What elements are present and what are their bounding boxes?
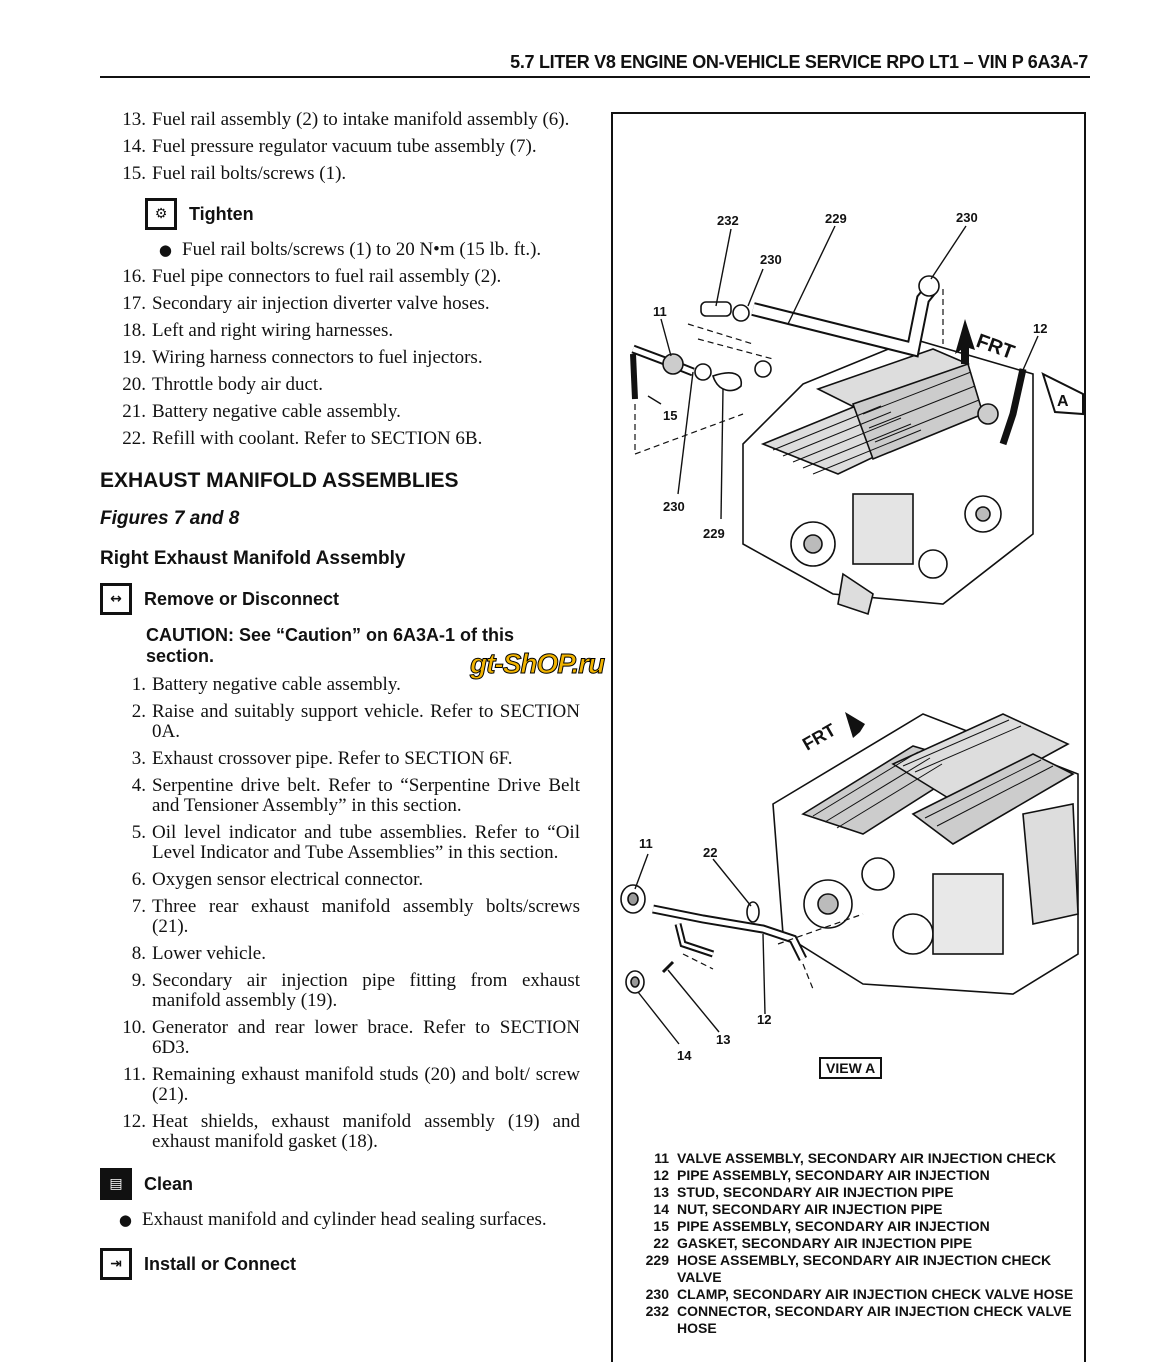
install-label: Install or Connect (144, 1254, 297, 1274)
caution-note: CAUTION: See “Caution” on 6A3A-1 of this section. (146, 625, 515, 666)
label-22: 22 (703, 845, 718, 860)
label-229-top: 229 (825, 211, 847, 226)
bottom-engine-illustration (773, 714, 1078, 994)
bottom-frt-label: FRT (799, 719, 840, 755)
section-title: EXHAUST MANIFOLD ASSEMBLIES (100, 469, 459, 492)
header-rule (100, 76, 1090, 78)
list-item: 22. Refill with coolant. Refer to SECTION 6B. (122, 428, 483, 449)
label-15: 15 (663, 408, 678, 423)
watermark-logo: gt-ShOP.ru (470, 648, 605, 679)
list-item: 8. Lower vehicle. (131, 943, 266, 964)
legend-row: 11 VALVE ASSEMBLY, SECONDARY AIR INJECTION CHECK (654, 1150, 1057, 1166)
label-13: 13 (716, 1032, 731, 1047)
tighten-heading (145, 198, 580, 230)
top-frt-label: FRT (973, 330, 1018, 364)
remove-label: Remove or Disconnect (144, 589, 340, 609)
label-230-top-mid: 230 (760, 252, 782, 267)
label-12-bottom: 12 (757, 1012, 772, 1027)
list-item: 10. Generator and rear lower brace. Refer to SECTION 6D3. (122, 1017, 580, 1058)
bottom-frt-arrow (845, 712, 865, 738)
figure-panel (611, 112, 1086, 1362)
procedure-column (100, 110, 580, 1290)
top-engine-illustration (743, 339, 1033, 614)
top-a-label: A (1057, 393, 1069, 410)
remove-arrows-icon: ↔ (100, 583, 132, 615)
list-item: 13. Fuel rail assembly (2) to intake manifold assembly (6). (122, 109, 570, 130)
label-12-top: 12 (1033, 321, 1048, 336)
view-a-label: VIEW A (819, 1057, 882, 1079)
label-11-top: 11 (653, 304, 667, 319)
remove-heading (100, 583, 580, 615)
list-item: 2. Raise and suitably support vehicle. Refer to SECTION 0A. (131, 701, 580, 742)
legend-row: 232 CONNECTOR, SECONDARY AIR INJECTION CHECK VALVE HOSE (645, 1303, 1072, 1336)
brush-icon: ▤ (100, 1168, 132, 1200)
list-item: 3. Exhaust crossover pipe. Refer to SECTION 6F. (131, 748, 513, 769)
steps-a (100, 110, 580, 184)
page-header: 5.7 LITER V8 ENGINE ON-VEHICLE SERVICE RPO LT1 – VIN P 6A3A-7 (510, 52, 1088, 72)
figures-reference: Figures 7 and 8 (100, 508, 240, 529)
list-item: 7. Three rear exhaust manifold assembly bolts/screws (21). (131, 896, 580, 937)
label-229-bottom: 229 (703, 526, 725, 541)
parts-legend (631, 1150, 1081, 1337)
label-11-bottom: 11 (639, 836, 653, 851)
list-item: 6. Oxygen sensor electrical connector. (131, 869, 424, 890)
list-item: 14. Fuel pressure regulator vacuum tube assembly (7). (122, 136, 537, 157)
clean-label: Clean (144, 1174, 194, 1194)
legend-row: 15 PIPE ASSEMBLY, SECONDARY AIR INJECTION (653, 1218, 990, 1234)
legend-row: 22 GASKET, SECONDARY AIR INJECTION PIPE (653, 1235, 973, 1251)
legend-row: 13 STUD, SECONDARY AIR INJECTION PIPE (653, 1184, 954, 1200)
steps-c (100, 675, 580, 1152)
list-item: 19. Wiring harness connectors to fuel injectors. (122, 347, 483, 368)
clean-bullet: ● Exhaust manifold and cylinder head sealing surfaces. (86, 1210, 580, 1230)
clean-heading (100, 1168, 580, 1200)
list-item: 17. Secondary air injection diverter valve hoses. (122, 293, 490, 314)
list-item: 15. Fuel rail bolts/screws (1). (122, 163, 347, 184)
list-item: 20. Throttle body air duct. (122, 374, 323, 395)
label-230-top-right: 230 (956, 210, 978, 225)
engine-diagram (613, 114, 1086, 1154)
list-item: 11. Remaining exhaust manifold studs (20) and bolt/ screw (21). (122, 1064, 580, 1105)
legend-row: 230 CLAMP, SECONDARY AIR INJECTION CHECK VALVE HOSE (645, 1286, 1074, 1302)
install-arrows-icon: ⇥ (100, 1248, 132, 1280)
tighten-bullet: ● Fuel rail bolts/screws (1) to 20 N•m (15 lb. ft.). (126, 240, 580, 260)
legend-row: 229 HOSE ASSEMBLY, SECONDARY AIR INJECTION CHECK VALVE (645, 1252, 1052, 1285)
list-item: 1. Battery negative cable assembly. (131, 674, 401, 695)
label-232: 232 (717, 213, 739, 228)
list-item: 4. Serpentine drive belt. Refer to “Serpentine Drive Belt and Tensioner Assembly” in this section. (131, 775, 580, 816)
steps-b (100, 267, 580, 449)
label-14: 14 (677, 1048, 692, 1063)
label-230-bottom: 230 (663, 499, 685, 514)
list-item: 9. Secondary air injection pipe fitting from exhaust manifold assembly (19). (131, 970, 580, 1011)
legend-row: 12 PIPE ASSEMBLY, SECONDARY AIR INJECTION (653, 1167, 990, 1183)
legend-row: 14 NUT, SECONDARY AIR INJECTION PIPE (653, 1201, 943, 1217)
subsection-title: Right Exhaust Manifold Assembly (100, 548, 406, 569)
list-item: 16. Fuel pipe connectors to fuel rail assembly (2). (122, 266, 502, 287)
torque-wrench-icon: ⚙ (145, 198, 177, 230)
list-item: 5. Oil level indicator and tube assemblies. Refer to “Oil Level Indicator and Tube Assemblies” in this section. (131, 822, 580, 863)
install-heading (100, 1248, 580, 1280)
tighten-label: Tighten (189, 204, 254, 224)
list-item: 21. Battery negative cable assembly. (122, 401, 401, 422)
list-item: 18. Left and right wiring harnesses. (122, 320, 394, 341)
list-item: 12. Heat shields, exhaust manifold assembly (19) and exhaust manifold gasket (18). (122, 1111, 580, 1152)
bullet-icon: ● (118, 1211, 132, 1229)
bottom-pipe-parts (621, 885, 803, 993)
bullet-icon: ● (158, 241, 172, 259)
